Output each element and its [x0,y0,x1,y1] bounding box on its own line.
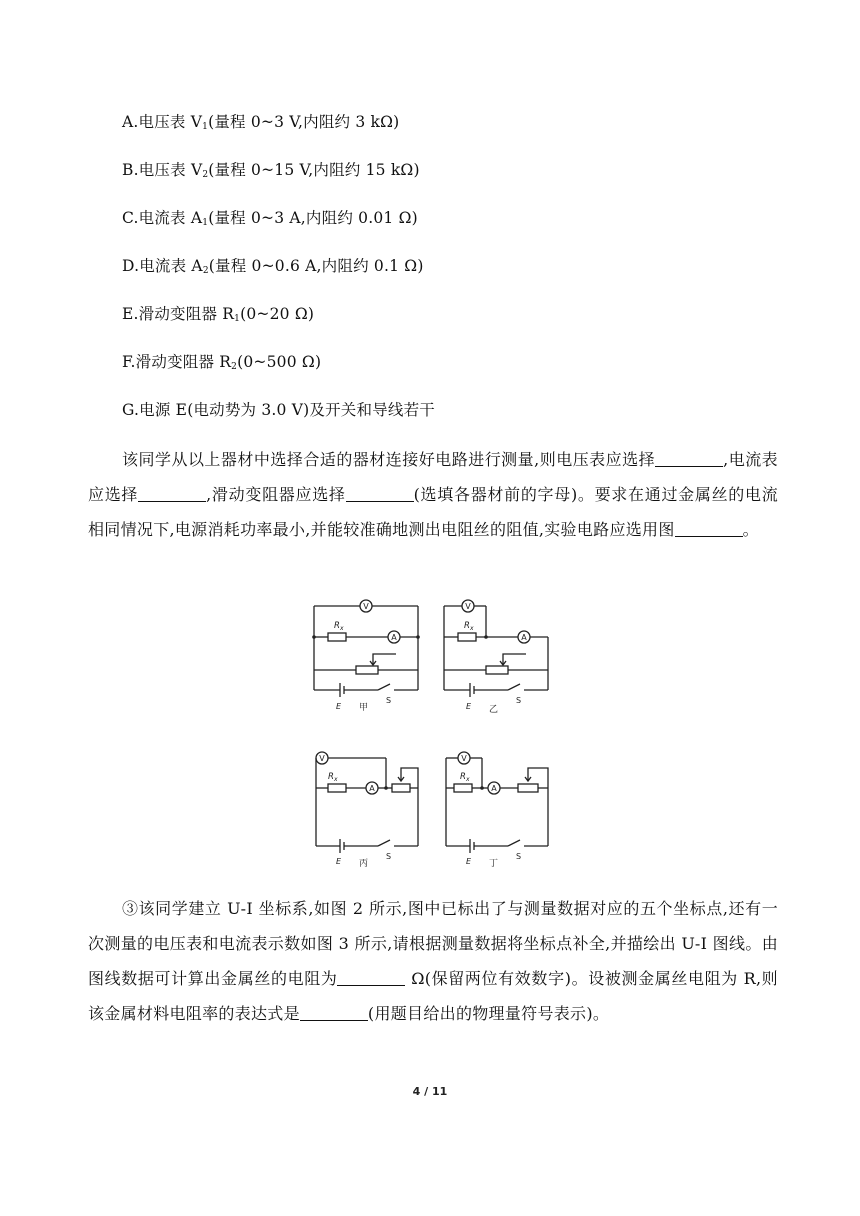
question-equipment-paragraph [88,442,778,547]
resistor-sub-label: x [334,776,338,783]
option-f-sub: 2 [231,362,238,372]
circuit-diagram-ding [436,742,556,870]
rheostat-icon [518,784,538,792]
answer-blank-ammeter[interactable] [138,485,206,502]
voltmeter-label: V [461,754,467,763]
ammeter-label: A [521,633,527,642]
circuit-label-ding: 丁 [489,859,499,869]
option-f-detail: (0~500 Ω) [237,353,322,371]
option-a-text: A.电压表 V [122,113,203,131]
switch-label: S [516,852,522,861]
option-d-detail: (量程 0~0.6 A,内阻约 0.1 Ω) [208,257,424,275]
answer-blank-resistance[interactable] [337,969,405,986]
answer-blank-circuit[interactable] [675,520,743,537]
resistor-icon [328,784,346,792]
rheostat-icon [392,784,410,792]
resistor-label: R [334,621,340,631]
circuit-label-jia: 甲 [359,703,369,713]
circuit-diagram-jia [306,598,426,716]
option-d-sub: 2 [202,266,209,276]
option-f-text: F.滑动变阻器 R [122,353,232,371]
resistor-sub-label: x [340,625,344,632]
option-b-sub: 2 [202,170,209,180]
voltmeter-label: V [363,602,369,611]
source-label: E [466,702,472,711]
resistor-label: R [328,772,334,782]
resistor-icon [458,633,476,641]
rheostat-icon [356,666,378,674]
switch-label: S [386,852,392,861]
option-c [122,208,418,228]
option-g-text: G.电源 E(电动势为 3.0 V)及开关和导线若干 [122,401,435,419]
source-label: E [336,702,342,711]
option-e-sub: 1 [234,314,241,324]
switch-label: S [516,696,522,705]
resistor-label: R [460,772,466,782]
option-e-detail: (0~20 Ω) [240,305,315,323]
question-ui-graph-paragraph [88,891,778,1031]
q2-text-1: 该同学从以上器材中选择合适的器材连接好电路进行测量,则电压表应选择 [122,450,656,469]
answer-blank-rheostat[interactable] [346,485,414,502]
circuit-label-yi: 乙 [489,705,499,715]
q2-text-3: ,滑动变阻器应选择 [206,485,346,504]
resistor-icon [328,633,346,641]
resistor-label: R [464,621,470,631]
option-a-sub: 1 [202,122,209,132]
voltmeter-label: V [465,602,471,611]
option-c-sub: 1 [202,218,209,228]
ammeter-label: A [491,784,497,793]
circuit-diagram-bing [306,742,426,870]
q3-text-2: Ω(保留两位有效数字)。设被测金属丝电阻为 R,则该金属材料电阻率的表达式是 [88,969,778,1023]
option-b [122,160,420,180]
answer-blank-voltmeter[interactable] [655,450,723,467]
option-c-text: C.电流表 A [122,209,203,227]
option-b-detail: (量程 0~15 V,内阻约 15 kΩ) [208,161,420,179]
ammeter-label: A [391,633,397,642]
source-label: E [466,857,472,866]
q2-text-5: 。 [742,520,759,539]
q3-text-3: (用题目给出的物理量符号表示)。 [367,1004,610,1023]
option-e-text: E.滑动变阻器 R [122,305,235,323]
voltmeter-label: V [319,754,325,763]
page-number: 4 / 11 [412,1085,448,1098]
q3-text-1: ③该同学建立 U-I 坐标系,如图 2 所示,图中已标出了与测量数据对应的五个坐标点,还有一次测量的电压表和电流表示数如图 3 所示,请根据测量数据将坐标点补全,并描绘出 U-I 图线。由图线数据可计算出金属丝的电阻为 [88,899,778,988]
q2-text-4: (选填各器材前的字母)。要求在通过金属丝的电流相同情况下,电源消耗功率最小,并能较准确地测出电阻丝的阻值,实验电路应选用图 [88,485,778,539]
switch-label: S [386,696,392,705]
option-a [122,112,399,132]
option-g [122,400,435,420]
option-d [122,256,424,276]
option-e [122,304,314,324]
resistor-sub-label: x [466,776,470,783]
option-b-text: B.电压表 V [122,161,203,179]
option-f [122,352,321,372]
option-c-detail: (量程 0~3 A,内阻约 0.01 Ω) [208,209,418,227]
q2-text-2: ,电流表应选择 [88,450,778,504]
source-label: E [336,857,342,866]
circuit-label-bing: 丙 [359,859,369,869]
resistor-sub-label: x [470,625,474,632]
circuit-diagram-yi [436,598,556,716]
rheostat-icon [486,666,508,674]
resistor-icon [454,784,472,792]
answer-blank-resistivity[interactable] [300,1004,368,1021]
option-a-detail: (量程 0~3 V,内阻约 3 kΩ) [208,113,400,131]
option-d-text: D.电流表 A [122,257,203,275]
ammeter-label: A [369,784,375,793]
